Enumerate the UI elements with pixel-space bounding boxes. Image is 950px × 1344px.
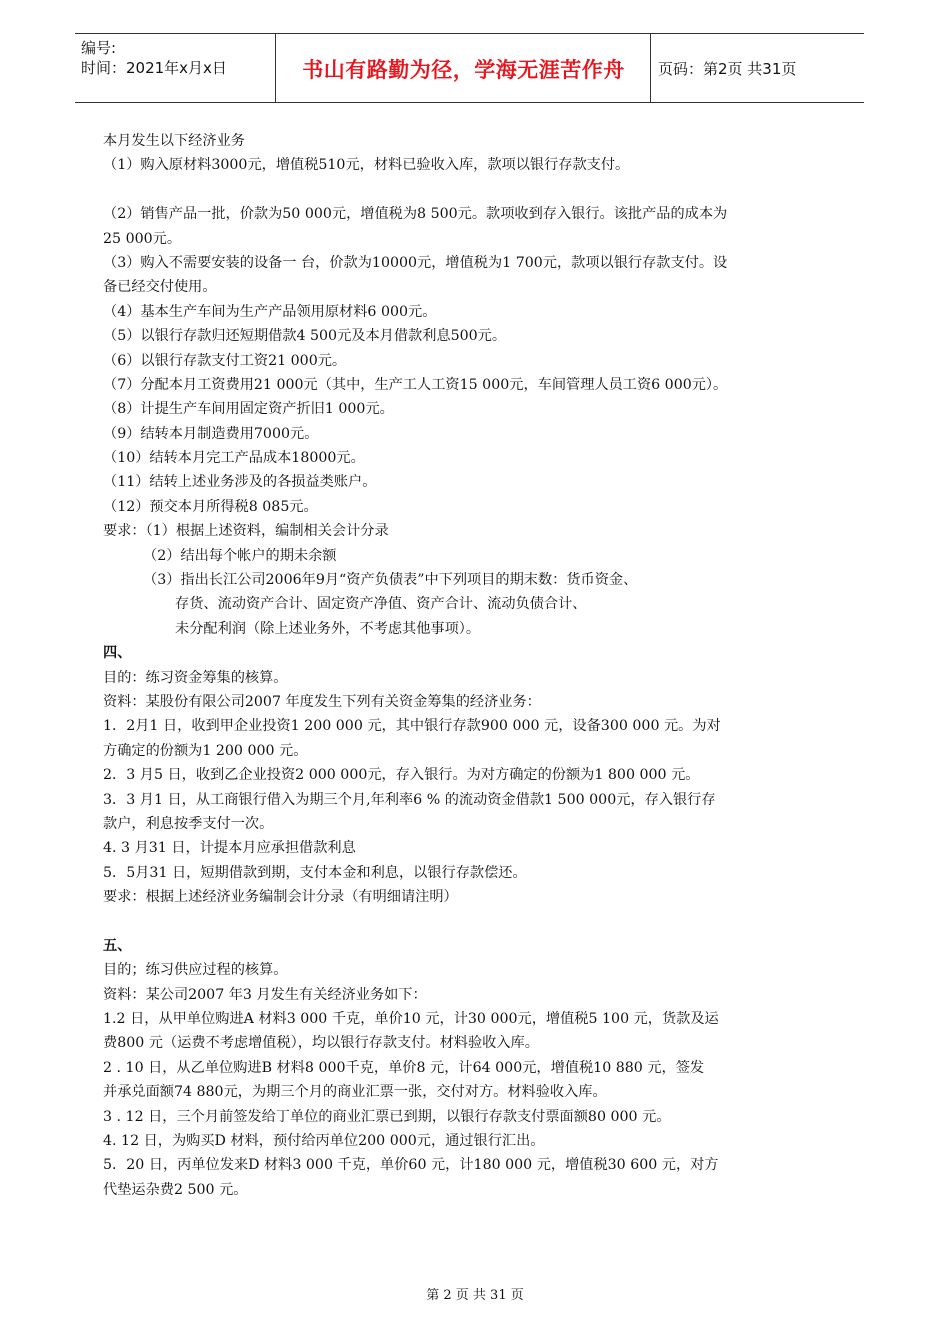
text-line: （6）以银行存款支付工资21 000元。 [103, 352, 347, 369]
text-line: 4. 12 日，为购买D 材料，预付给丙单位200 000元，通过银行汇出。 [103, 1133, 545, 1150]
header-time: 时间：2021年x月x日 [81, 59, 227, 77]
text-line: 未分配利润（除上述业务外，不考虑其他事项）。 [175, 620, 481, 637]
section-heading: 五、 [103, 937, 132, 954]
document-body [103, 129, 843, 1202]
header-number: 编号: [81, 39, 117, 57]
text-line: 并承兑面额74 880元，为期三个月的商业汇票一张，交付对方。材料验收入库。 [103, 1084, 607, 1101]
text-line: （10）结转本月完工产品成本18000元。 [103, 450, 365, 467]
text-line: 代垫运杂费2 500 元。 [103, 1181, 248, 1198]
text-line: （8）计提生产车间用固定资产折旧1 000元。 [103, 401, 394, 418]
text-line: 目的：练习资金筹集的核算。 [103, 669, 288, 686]
header-motto: 书山有路勤为径，学海无涯苦作舟 [302, 58, 625, 82]
text-line: 要求：（1）根据上述资料，编制相关会计分录 [103, 523, 389, 540]
blank-line [103, 178, 843, 202]
text-line: （3）指出长江公司2006年9月“资产负债表”中下列项目的期末数：货币资金、 [143, 572, 638, 589]
blank-line [103, 910, 843, 934]
header-page-info: 页码：第2页 共31页 [658, 60, 797, 78]
text-line: 费800 元（运费不考虑增值税），均以银行存款支付。材料验收入库。 [103, 1035, 539, 1052]
text-line: （1）购入原材料3000元，增值税510元，材料已验收入库，款项以银行存款支付。 [103, 157, 630, 174]
text-line: （4）基本生产车间为生产产品领用原材料6 000元。 [103, 303, 437, 320]
section-heading: 四、 [103, 645, 132, 662]
text-line: 存货、流动资产合计、固定资产净值、资产合计、流动负债合计、 [175, 596, 587, 613]
text-line: （9）结转本月制造费用7000元。 [103, 425, 319, 442]
text-line: 方确定的份额为1 200 000 元。 [103, 742, 308, 759]
text-line: 资料：某股份有限公司2007 年度发生下列有关资金筹集的经济业务： [103, 693, 541, 710]
text-line: 3．3 月1 日，从工商银行借入为期三个月,年利率6 % 的流动资金借款1 500 000元，存入银行存 [103, 791, 716, 808]
text-line: 要求：根据上述经济业务编制会计分录（有明细请注明） [103, 889, 458, 906]
text-line: 资料：某公司2007 年3 月发生有关经济业务如下： [103, 986, 427, 1003]
page-footer: 第 2 页 共 31 页 [426, 1288, 524, 1303]
text-line: （7）分配本月工资费用21 000元（其中，生产工人工资15 000元，车间管理人员工资6 000元）。 [103, 376, 728, 393]
text-line: （2）结出每个帐户的期未余额 [143, 547, 337, 564]
text-line: 3 . 12 日，三个月前签发给丁单位的商业汇票已到期，以银行存款支付票面额80 000 元。 [103, 1108, 671, 1125]
text-line: 25 000元。 [103, 230, 182, 247]
text-line: 1.2 日，从甲单位购进A 材料3 000 千克，单价10 元，计30 000元，增值税5 100 元，货款及运 [103, 1011, 719, 1028]
text-line: （3）购入不需要安装的设备一 台，价款为10000元，增值税为1 700元，款项以银行存款支付。设 [103, 254, 728, 271]
text-line: 5．20 日，丙单位发来D 材料3 000 千克，单价60 元，计180 000 元，增值税30 600 元，对方 [103, 1157, 719, 1174]
text-line: （11）结转上述业务涉及的各损益类账户。 [103, 474, 377, 491]
text-line: 款户，利息按季支付一次。 [103, 815, 274, 832]
text-line: 2．3 月5 日，收到乙企业投资2 000 000元，存入银行。为对方确定的份额为1 800 000 元。 [103, 767, 700, 784]
text-line: （12）预交本月所得税8 085元。 [103, 498, 318, 515]
text-line: 2 . 10 日，从乙单位购进B 材料8 000千克，单价8 元，计64 000元，增值税10 880 元，签发 [103, 1059, 705, 1076]
text-line: 备已经交付使用。 [103, 279, 217, 296]
text-line: 4. 3 月31 日，计提本月应承担借款利息 [103, 840, 356, 857]
text-line: 本月发生以下经济业务 [103, 133, 245, 149]
text-line: 5．5月31 日，短期借款到期，支付本金和利息，以银行存款偿还。 [103, 864, 527, 881]
page-header [75, 33, 864, 103]
text-line: （2）销售产品一批，价款为50 000元，增值税为8 500元。款项收到存入银行。该批产品的成本为 [103, 206, 728, 223]
header-meta [81, 38, 227, 78]
text-line: 目的；练习供应过程的核算。 [103, 962, 288, 979]
text-line: （5）以银行存款归还短期借款4 500元及本月借款利息500元。 [103, 328, 507, 345]
text-line: 1．2月1 日，收到甲企业投资1 200 000 元，其中银行存款900 000 元，设备300 000 元。为对 [103, 718, 721, 735]
